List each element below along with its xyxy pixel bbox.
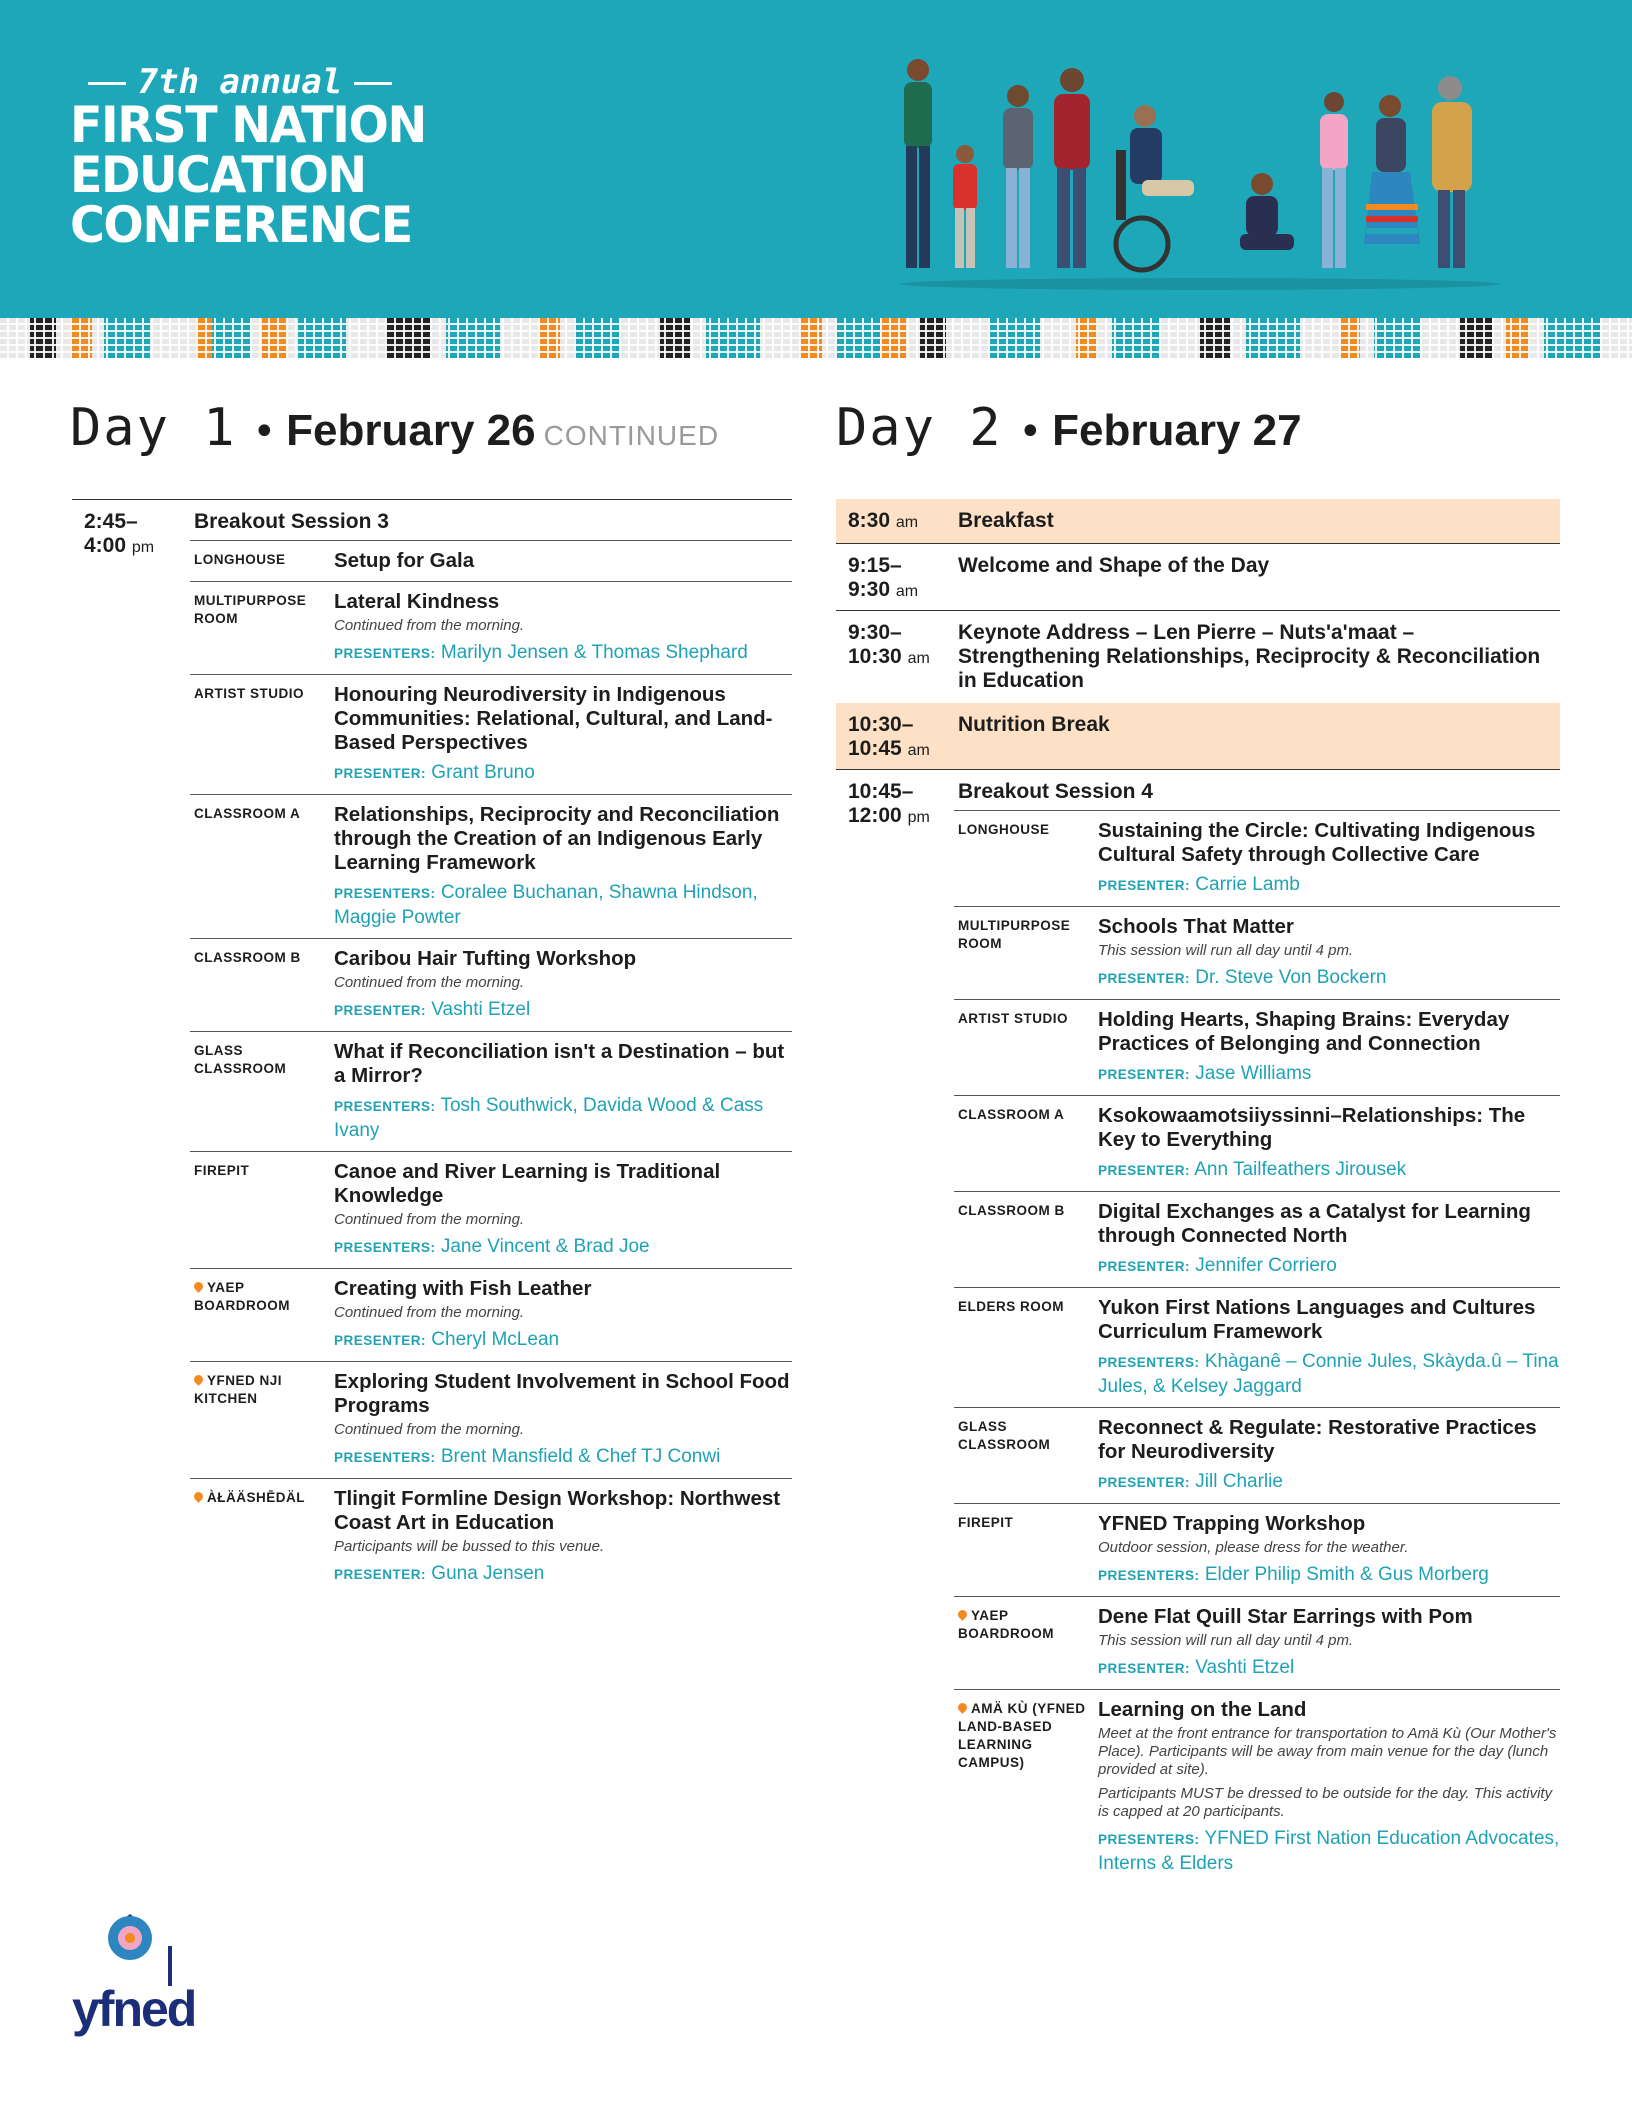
- title-line: CONFERENCE: [70, 196, 412, 254]
- room-name: CLASSROOM B: [194, 950, 301, 965]
- block-title: Nutrition Break: [958, 713, 1110, 736]
- session-body: [1098, 1512, 1560, 1588]
- session-title: Honouring Neurodiversity in Indigenous Communities: Relational, Cultural, and Land-Based Perspectives: [334, 683, 773, 754]
- session-note: This session will run all day until 4 pm.: [1098, 942, 1354, 959]
- presenter-names: Marilyn Jensen & Thomas Shephard: [440, 642, 748, 663]
- presenter-label: PRESENTERS:: [1098, 1355, 1200, 1370]
- session-room: [190, 1040, 334, 1143]
- room-name: LONGHOUSE: [958, 822, 1050, 837]
- bullet-separator: •: [1018, 409, 1043, 455]
- session-presenters: [1098, 1350, 1560, 1399]
- session-presenters: [1098, 1827, 1560, 1876]
- time-block: [836, 769, 1560, 1884]
- time-block: [836, 543, 1560, 610]
- session-note: Continued from the morning.: [334, 1421, 525, 1438]
- session-row: [954, 999, 1560, 1095]
- session-title: Setup for Gala: [334, 549, 475, 572]
- block-title: Keynote Address – Len Pierre – Nuts'a'maat – Strengthening Relationships, Reciprocity & Reconciliation in Education: [958, 621, 1541, 692]
- session-note: Continued from the morning.: [334, 1211, 525, 1228]
- session-room: [190, 1487, 334, 1587]
- session-note: Continued from the morning.: [334, 617, 525, 634]
- room-name: MULTIPURPOSE ROOM: [958, 918, 1071, 951]
- session-title: Exploring Student Involvement in School Food Programs: [334, 1370, 790, 1417]
- room-name: LONGHOUSE: [194, 552, 286, 567]
- session-body: [334, 549, 792, 573]
- session-room: [190, 803, 334, 930]
- presenter-label: PRESENTERS:: [1098, 1568, 1200, 1583]
- presenter-label: PRESENTER:: [1098, 971, 1191, 986]
- location-pin-icon: [956, 1608, 969, 1621]
- presenter-label: PRESENTER:: [1098, 1661, 1191, 1676]
- time-label: 9:15– 9:30 am: [848, 554, 919, 601]
- session-presenters: [334, 1562, 792, 1587]
- session-note: Outdoor session, please dress for the weather.: [1098, 1539, 1409, 1556]
- presenter-label: PRESENTERS:: [334, 646, 436, 661]
- session-note: Meet at the front entrance for transportation to Amä Kù (Our Mother's Place). Participants will be away from main venue for the day (lunch provided at site).: [1098, 1725, 1557, 1778]
- day1-date: February 26: [286, 406, 536, 455]
- location-pin-icon: [192, 1280, 205, 1293]
- session-title: Dene Flat Quill Star Earrings with Pom: [1098, 1605, 1473, 1628]
- presenter-label: PRESENTERS:: [1098, 1832, 1200, 1847]
- room-name: ARTIST STUDIO: [958, 1011, 1068, 1026]
- session-body: [334, 683, 792, 786]
- session-title: Relationships, Reciprocity and Reconciliation through the Creation of an Indigenous Early Learning Framework: [334, 803, 780, 874]
- presenter-names: Ann Tailfeathers Jirousek: [1194, 1159, 1407, 1180]
- session-row: [954, 1095, 1560, 1191]
- continued-label: CONTINUED: [543, 420, 720, 451]
- presenter-names: YFNED First Nation Education Advocates, Interns & Elders: [1098, 1828, 1560, 1874]
- session-room: [954, 1200, 1098, 1279]
- presenter-names: Jase Williams: [1195, 1063, 1312, 1084]
- day1-label: Day 1: [70, 398, 237, 458]
- conference-title: [70, 96, 430, 254]
- room-name: GLASS CLASSROOM: [958, 1419, 1051, 1452]
- session-body: [334, 803, 792, 930]
- session-room: [954, 1698, 1098, 1876]
- presenter-names: Tosh Southwick, Davida Wood & Cass Ivany: [334, 1095, 764, 1141]
- time-label: 10:30– 10:45 am: [848, 713, 930, 760]
- day2-label: Day 2: [836, 398, 1003, 458]
- session-row: [190, 794, 792, 938]
- session-body: [334, 1487, 792, 1587]
- presenter-label: PRESENTERS:: [334, 1099, 436, 1114]
- session-room: [954, 1104, 1098, 1183]
- block-title: Welcome and Shape of the Day: [958, 554, 1270, 577]
- session-row: [190, 581, 792, 674]
- room-name: FIREPIT: [194, 1163, 250, 1178]
- session-room: [190, 683, 334, 786]
- session-row: [954, 1407, 1560, 1503]
- time-block: [836, 499, 1560, 543]
- session-title: Creating with Fish Leather: [334, 1277, 592, 1300]
- session-room: [954, 1416, 1098, 1495]
- session-row: [190, 1031, 792, 1151]
- session-room: [954, 1512, 1098, 1588]
- session-title: Learning on the Land: [1098, 1698, 1307, 1721]
- session-title: Tlingit Formline Design Workshop: Northwest Coast Art in Education: [334, 1487, 781, 1534]
- location-pin-icon: [192, 1373, 205, 1386]
- room-name: FIREPIT: [958, 1515, 1014, 1530]
- breakout-session-3: [190, 500, 792, 1595]
- session-body: [1098, 915, 1560, 991]
- location-pin-icon: [192, 1490, 205, 1503]
- room-name: YAEP BOARDROOM: [194, 1280, 290, 1313]
- session-title: Reconnect & Regulate: Restorative Practices for Neurodiversity: [1098, 1416, 1537, 1463]
- presenter-names: Cheryl McLean: [431, 1329, 560, 1350]
- session-room: [954, 1605, 1098, 1681]
- time-block: [836, 703, 1560, 769]
- header-banner: [0, 0, 1632, 318]
- presenter-names: Jennifer Corriero: [1195, 1255, 1337, 1276]
- breakout-session-4: [954, 770, 1560, 1884]
- presenter-names: Carrie Lamb: [1195, 874, 1300, 895]
- presenter-names: Guna Jensen: [431, 1563, 545, 1584]
- session-presenters: [334, 1445, 792, 1470]
- session-body: [334, 947, 792, 1023]
- session-room: [954, 1296, 1098, 1399]
- bullet-separator: •: [252, 409, 277, 455]
- session-presenters: [334, 881, 792, 930]
- session-presenters: [1098, 1656, 1560, 1681]
- time-label: 8:30 am: [848, 509, 919, 532]
- room-name: YAEP BOARDROOM: [958, 1608, 1054, 1641]
- presenter-label: PRESENTER:: [334, 766, 427, 781]
- session-row: [190, 938, 792, 1031]
- session-title: Sustaining the Circle: Cultivating Indigenous Cultural Safety through Collective Care: [1098, 819, 1536, 866]
- session-title: Holding Hearts, Shaping Brains: Everyday Practices of Belonging and Connection: [1098, 1008, 1510, 1055]
- title-line: FIRST NATION: [70, 96, 426, 154]
- presenter-names: Vashti Etzel: [431, 999, 531, 1020]
- annual-label: 7th annual: [70, 62, 410, 102]
- presenter-names: Grant Bruno: [431, 762, 535, 783]
- session-presenters: [334, 998, 792, 1023]
- session-body: [1098, 1008, 1560, 1087]
- presenter-names: Khàganê – Connie Jules, Skàyda.û – Tina Jules, & Kelsey Jaggard: [1098, 1351, 1559, 1397]
- session-title: Digital Exchanges as a Catalyst for Learning through Connected North: [1098, 1200, 1531, 1247]
- session-presenters: [1098, 1254, 1560, 1279]
- session-body: [334, 1277, 792, 1353]
- session-row: [954, 906, 1560, 999]
- session-body: [334, 1040, 792, 1143]
- presenter-label: PRESENTER:: [334, 1333, 427, 1348]
- session-presenters: [334, 641, 792, 666]
- session-row: [954, 810, 1560, 906]
- session-presenters: [1098, 1062, 1560, 1087]
- beadwork-border: [0, 318, 1632, 358]
- session-room: [190, 1277, 334, 1353]
- presenter-label: PRESENTER:: [1098, 1475, 1191, 1490]
- session-note: Participants will be bussed to this venue.: [334, 1538, 605, 1555]
- presenter-label: PRESENTERS:: [334, 886, 436, 901]
- session-title: Lateral Kindness: [334, 590, 500, 613]
- session-note: Continued from the morning.: [334, 1304, 525, 1321]
- session-presenters: [1098, 1470, 1560, 1495]
- session-title: What if Reconciliation isn't a Destination – but a Mirror?: [334, 1040, 785, 1087]
- room-name: CLASSROOM A: [958, 1107, 1065, 1122]
- presenter-names: Elder Philip Smith & Gus Morberg: [1204, 1564, 1489, 1585]
- time-block: [72, 499, 792, 1595]
- room-name: YFNED NJI KITCHEN: [194, 1373, 283, 1406]
- session-body: [1098, 1104, 1560, 1183]
- session-room: [190, 947, 334, 1023]
- presenter-names: Coralee Buchanan, Shawna Hindson, Maggie Powter: [334, 882, 758, 928]
- session-presenters: [334, 1094, 792, 1143]
- time-label: 9:30– 10:30 am: [848, 621, 930, 668]
- session-presenters: [334, 1235, 792, 1260]
- session-body: [1098, 1296, 1560, 1399]
- presenter-label: PRESENTER:: [1098, 878, 1191, 893]
- session-room: [954, 819, 1098, 898]
- session-room: [190, 590, 334, 666]
- room-name: MULTIPURPOSE ROOM: [194, 593, 307, 626]
- session-row: [190, 1478, 792, 1595]
- presenter-label: PRESENTER:: [334, 1003, 427, 1018]
- session-body: [1098, 1698, 1560, 1876]
- session-row: [190, 1268, 792, 1361]
- room-name: ELDERS ROOM: [958, 1299, 1065, 1314]
- session-title: Caribou Hair Tufting Workshop: [334, 947, 637, 970]
- session-room: [190, 1160, 334, 1260]
- presenter-label: PRESENTER:: [1098, 1259, 1191, 1274]
- session-row: [954, 1287, 1560, 1407]
- session-room: [190, 1370, 334, 1470]
- session-note: This session will run all day until 4 pm.: [1098, 1632, 1354, 1649]
- block-title: Breakout Session 4: [958, 780, 1153, 803]
- time-label: 2:45– 4:00 pm: [84, 510, 155, 557]
- session-body: [334, 1370, 792, 1470]
- presenter-names: Jill Charlie: [1195, 1471, 1283, 1492]
- block-title: Breakout Session 3: [194, 510, 389, 533]
- title-line: EDUCATION: [70, 146, 366, 204]
- session-body: [334, 590, 792, 666]
- room-name: ÀŁÄÄSHĒDÄL: [207, 1490, 305, 1505]
- session-title: Canoe and River Learning is Traditional Knowledge: [334, 1160, 721, 1207]
- session-note: Continued from the morning.: [334, 974, 525, 991]
- block-title: Breakfast: [958, 509, 1054, 532]
- location-pin-icon: [956, 1701, 969, 1714]
- session-row: [190, 540, 792, 581]
- session-room: [954, 1008, 1098, 1087]
- session-body: [1098, 1416, 1560, 1495]
- session-body: [1098, 1605, 1560, 1681]
- presenter-label: PRESENTERS:: [334, 1240, 436, 1255]
- session-note: Participants MUST be dressed to be outside for the day. This activity is capped at 20 participants.: [1098, 1785, 1553, 1820]
- session-room: [190, 549, 334, 573]
- people-illustration: [890, 54, 1510, 290]
- time-label: 10:45– 12:00 pm: [848, 780, 930, 827]
- room-name: AMÄ KÙ (YFNED LAND-BASED LEARNING CAMPUS): [958, 1701, 1086, 1770]
- presenter-label: PRESENTER:: [1098, 1163, 1191, 1178]
- room-name: GLASS CLASSROOM: [194, 1043, 287, 1076]
- session-body: [1098, 819, 1560, 898]
- yfned-logo-text: yfned: [72, 1981, 196, 2037]
- session-row: [190, 674, 792, 794]
- session-row: [190, 1151, 792, 1268]
- session-presenters: [1098, 873, 1560, 898]
- room-name: ARTIST STUDIO: [194, 686, 304, 701]
- room-name: CLASSROOM A: [194, 806, 301, 821]
- session-body: [1098, 1200, 1560, 1279]
- session-row: [954, 1596, 1560, 1689]
- session-presenters: [1098, 966, 1560, 991]
- session-room: [954, 915, 1098, 991]
- time-block: [836, 610, 1560, 703]
- presenter-label: PRESENTER:: [334, 1567, 427, 1582]
- presenter-names: Brent Mansfield & Chef TJ Conwi: [440, 1446, 721, 1467]
- session-title: Yukon First Nations Languages and Cultures Curriculum Framework: [1098, 1296, 1536, 1343]
- session-row: [954, 1503, 1560, 1596]
- session-row: [190, 1361, 792, 1478]
- presenter-names: Vashti Etzel: [1195, 1657, 1295, 1678]
- presenter-names: Dr. Steve Von Bockern: [1195, 967, 1387, 988]
- session-title: YFNED Trapping Workshop: [1098, 1512, 1366, 1535]
- presenter-label: PRESENTER:: [1098, 1067, 1191, 1082]
- day2-schedule: [836, 499, 1560, 1884]
- room-name: CLASSROOM B: [958, 1203, 1065, 1218]
- day2-date: February 27: [1052, 406, 1302, 455]
- day1-heading: [70, 398, 719, 458]
- session-row: [954, 1191, 1560, 1287]
- day2-heading: [836, 398, 1302, 458]
- session-title: Schools That Matter: [1098, 915, 1294, 938]
- session-presenters: [334, 761, 792, 786]
- session-presenters: [1098, 1158, 1560, 1183]
- presenter-label: PRESENTERS:: [334, 1450, 436, 1465]
- session-presenters: [334, 1328, 792, 1353]
- session-title: Ksokowaamotsiiyssinni–Relationships: The Key to Everything: [1098, 1104, 1526, 1151]
- day1-schedule: [72, 499, 792, 1595]
- session-body: [334, 1160, 792, 1260]
- session-row: [954, 1689, 1560, 1884]
- presenter-names: Jane Vincent & Brad Joe: [440, 1236, 650, 1257]
- session-presenters: [1098, 1563, 1560, 1588]
